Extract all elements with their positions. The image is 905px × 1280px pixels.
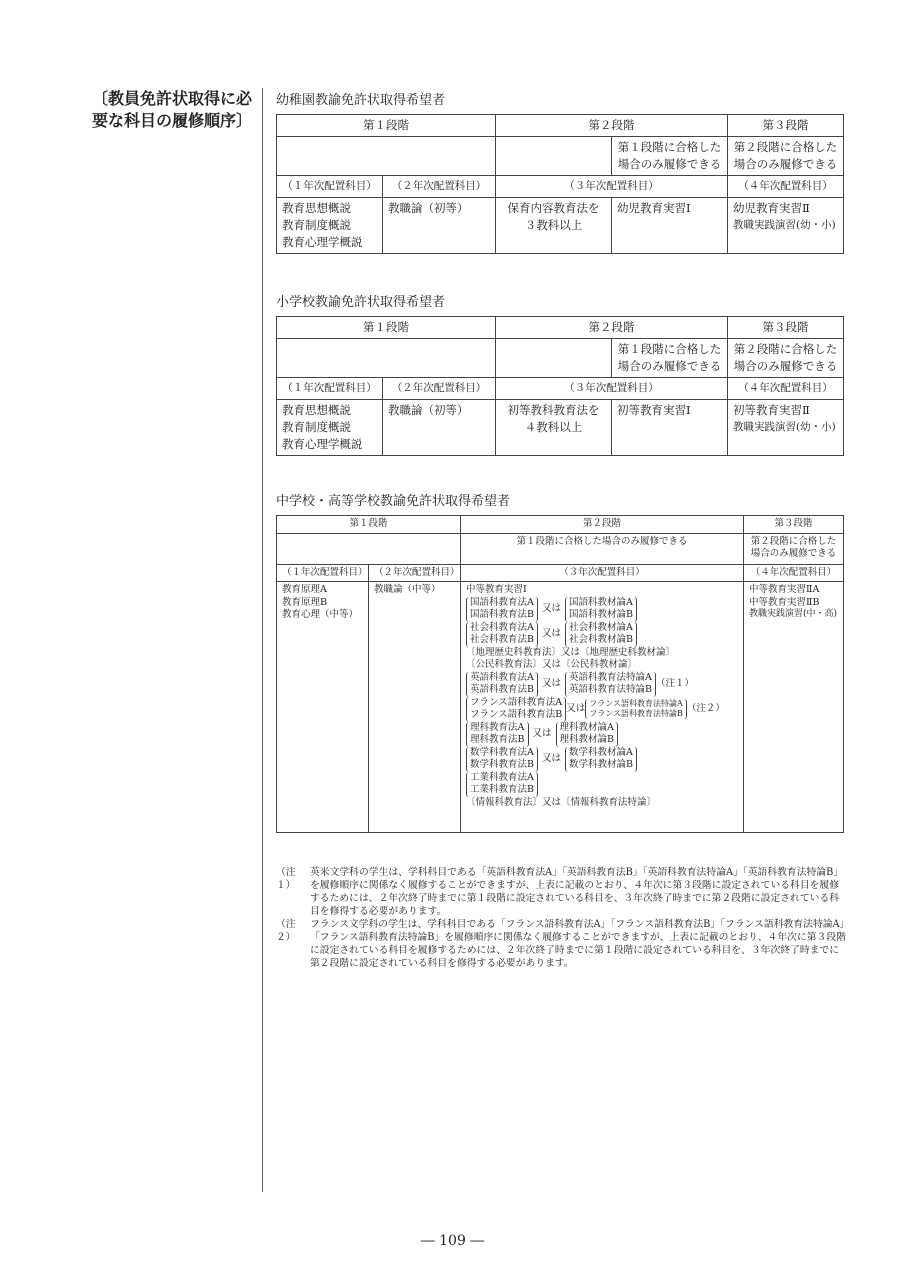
year1-label: （１年次配置科目） xyxy=(277,378,383,400)
year3-practice: 初等教育実習Ⅰ xyxy=(612,400,728,456)
year3-label: （３年次配置科目） xyxy=(461,564,744,582)
stage3-header: 第３段階 xyxy=(728,115,844,137)
blank-cell xyxy=(277,137,496,176)
stage3-header: 第３段階 xyxy=(728,317,844,339)
year1-courses: 教育思想概説 教育制度概説 教育心理学概説 xyxy=(277,198,383,254)
year2-courses: 教職論（初等） xyxy=(383,400,496,456)
stage3-header: 第３段階 xyxy=(744,516,844,534)
french-row: フランス語科教育法A フランス語科教育法B 又は フランス語科教育法特論A フランス語科教育法特論B （注２） xyxy=(466,697,738,722)
year3-label: （３年次配置科目） xyxy=(496,176,728,198)
divider-line xyxy=(262,88,263,1192)
note1-ref: （注１） xyxy=(656,677,695,689)
year4-label: （４年次配置科目） xyxy=(744,564,844,582)
stage3-condition: 第２段階に合格した 場合のみ履修できる xyxy=(728,339,844,378)
year2-label: （２年次配置科目） xyxy=(383,378,496,400)
section-heading-line1: 〔教員免許状取得に必 xyxy=(92,89,253,108)
note2-ref: （注２） xyxy=(686,702,725,714)
year1-courses: 教育思想概説 教育制度概説 教育心理学概説 xyxy=(277,400,383,456)
year4-label: （４年次配置科目） xyxy=(728,176,844,198)
kogyo-row: 工業科教育法A 工業科教育法B xyxy=(466,772,738,797)
year2-label: （２年次配置科目） xyxy=(369,564,461,582)
stage2-condition: 第１段階に合格した場合のみ履修できる xyxy=(461,533,744,564)
blank-cell xyxy=(277,533,461,564)
stage2-condition: 第１段階に合格した 場合のみ履修できる xyxy=(612,339,728,378)
year4-courses: 初等教育実習Ⅱ 教職実践演習(幼・小) xyxy=(728,400,844,456)
eigo-row: 英語科教育法A 英語科教育法B 又は 英語科教育法特論A 英語科教育法特論B （注１） xyxy=(466,672,738,697)
section-heading-line2: 要な科目の履修順序〕 xyxy=(92,111,253,130)
year1-label: （１年次配置科目） xyxy=(277,176,383,198)
stage2-header: 第２段階 xyxy=(461,516,744,534)
footnote-2: （注２） フランス文学科の学生は、学科科目である「フランス語科教育法A」「フランス語科教育法B」「フランス語科教育法特論A」「フランス語科教育法特論B」を履修順序に関係なく履修することができますが、上表に記載のとおり、４年次に第３段階に設定されている科目を履修するためには、２年次終了時までに第１段階に設定されている科目を、３年次終了時までに第２段階に設定されている科目を修得する必要があります。 xyxy=(276,919,846,969)
stage3-condition: 第２段階に合格した 場合のみ履修できる xyxy=(728,137,844,176)
jhs-table xyxy=(276,515,844,833)
footnote-1: （注１） 英米文学科の学生は、学科科目である「英語科教育法A」「英語科教育法B」「英語科教育法特論A」「英語科教育法特論B」を履修順序に関係なく履修することができますが、上表に記載のとおり、４年次に第３段階に設定されている科目を履修するためには、２年次終了時までに第１段階に設定されている科目を、３年次終了時までに第２段階に設定されている科目を修得する必要があります。 xyxy=(276,867,844,917)
year2-label: （２年次配置科目） xyxy=(383,176,496,198)
stage1-header: 第１段階 xyxy=(277,516,461,534)
year4-label: （４年次配置科目） xyxy=(728,378,844,400)
kokugo-row: 国語科教育法A 国語科教育法B 又は 国語科教材論A 国語科教材論B xyxy=(466,597,738,622)
page-number: ― 109 ― xyxy=(420,1233,485,1249)
year3-courses: 初等教科教育法を ４教科以上 xyxy=(496,400,612,456)
year3-practice: 幼児教育実習Ⅰ xyxy=(612,198,728,254)
blank-cell xyxy=(277,339,496,378)
year1-courses: 教育原理A 教育原理B 教育心理（中等） xyxy=(277,582,369,833)
elem-title: 小学校教諭免許状取得希望者 xyxy=(276,295,446,310)
stage2-header: 第２段階 xyxy=(496,115,728,137)
stage2-header: 第２段階 xyxy=(496,317,728,339)
year4-courses: 幼児教育実習Ⅱ 教職実践演習(幼・小) xyxy=(728,198,844,254)
kinder-title: 幼稚園教諭免許状取得希望者 xyxy=(276,93,446,108)
section-heading xyxy=(92,88,252,132)
year2-courses: 教職論（初等） xyxy=(383,198,496,254)
elem-table xyxy=(276,316,844,456)
footnotes xyxy=(276,866,848,970)
year2-courses: 教職論（中等） xyxy=(369,582,461,833)
blank-cell xyxy=(496,339,612,378)
rika-row: 理科教育法A 理科教育法B 又は 理科教材論A 理科教材論B xyxy=(466,722,738,747)
stage1-header: 第１段階 xyxy=(277,115,496,137)
stage2-condition: 第１段階に合格した 場合のみ履修できる xyxy=(612,137,728,176)
stage3-condition: 第２段階に合格した 場合のみ履修できる xyxy=(744,533,844,564)
stage1-header: 第１段階 xyxy=(277,317,496,339)
blank-cell xyxy=(496,137,612,176)
komin-row: 〔公民科教育法〕又は〔公民科教材論〕 xyxy=(466,659,638,670)
year4-courses: 中等教育実習ⅡA 中等教育実習ⅡB 教職実践演習(中・高) xyxy=(744,582,844,833)
year3-label: （３年次配置科目） xyxy=(496,378,728,400)
chiri-row: 〔地理歴史科教育法〕又は〔地理歴史科教材論〕 xyxy=(466,646,676,658)
shakai-row: 社会科教育法A 社会科教育法B 又は 社会科教材論A 社会科教材論B xyxy=(466,622,738,647)
year3-courses: 中等教育実習Ⅰ 国語科教育法A 国語科教育法B 又は 国語科教材論A 国語科教材論B 社会科教育法A 社会科教育法B 又は 社会科教材論A 社会科教材論B 〔地理歴史科教育法〕又は〔地理歴史科教材論〕 〔公民科教育法〕又は〔公民科教材論〕 英語科教育法A 英語科教育法B 又は 英語科教育法特論A 英語科教育法特論B （注１） フランス語科教育法A フランス語科教育法B 又は フランス語科教育法特論A フランス語科教育法特論B （注２） 理科教育法A 理科教育法B 又は 理科教材論A 理科教材論B 数学科教育法A 数学科教育法B 又は 数学科教材論A 数学科教材論B 工業科教育法A 工業科教育法B 〔情報科教育法〕又は〔情報科教育法特論〕 xyxy=(461,582,744,833)
year3-courses: 保育内容教育法を ３教科以上 xyxy=(496,198,612,254)
joho-row: 〔情報科教育法〕又は〔情報科教育法特論〕 xyxy=(466,796,657,808)
jhs-title: 中学校・高等学校教諭免許状取得希望者 xyxy=(276,494,511,509)
kinder-table xyxy=(276,114,844,254)
sugaku-row: 数学科教育法A 数学科教育法B 又は 数学科教材論A 数学科教材論B xyxy=(466,747,738,772)
year1-label: （１年次配置科目） xyxy=(277,564,369,582)
